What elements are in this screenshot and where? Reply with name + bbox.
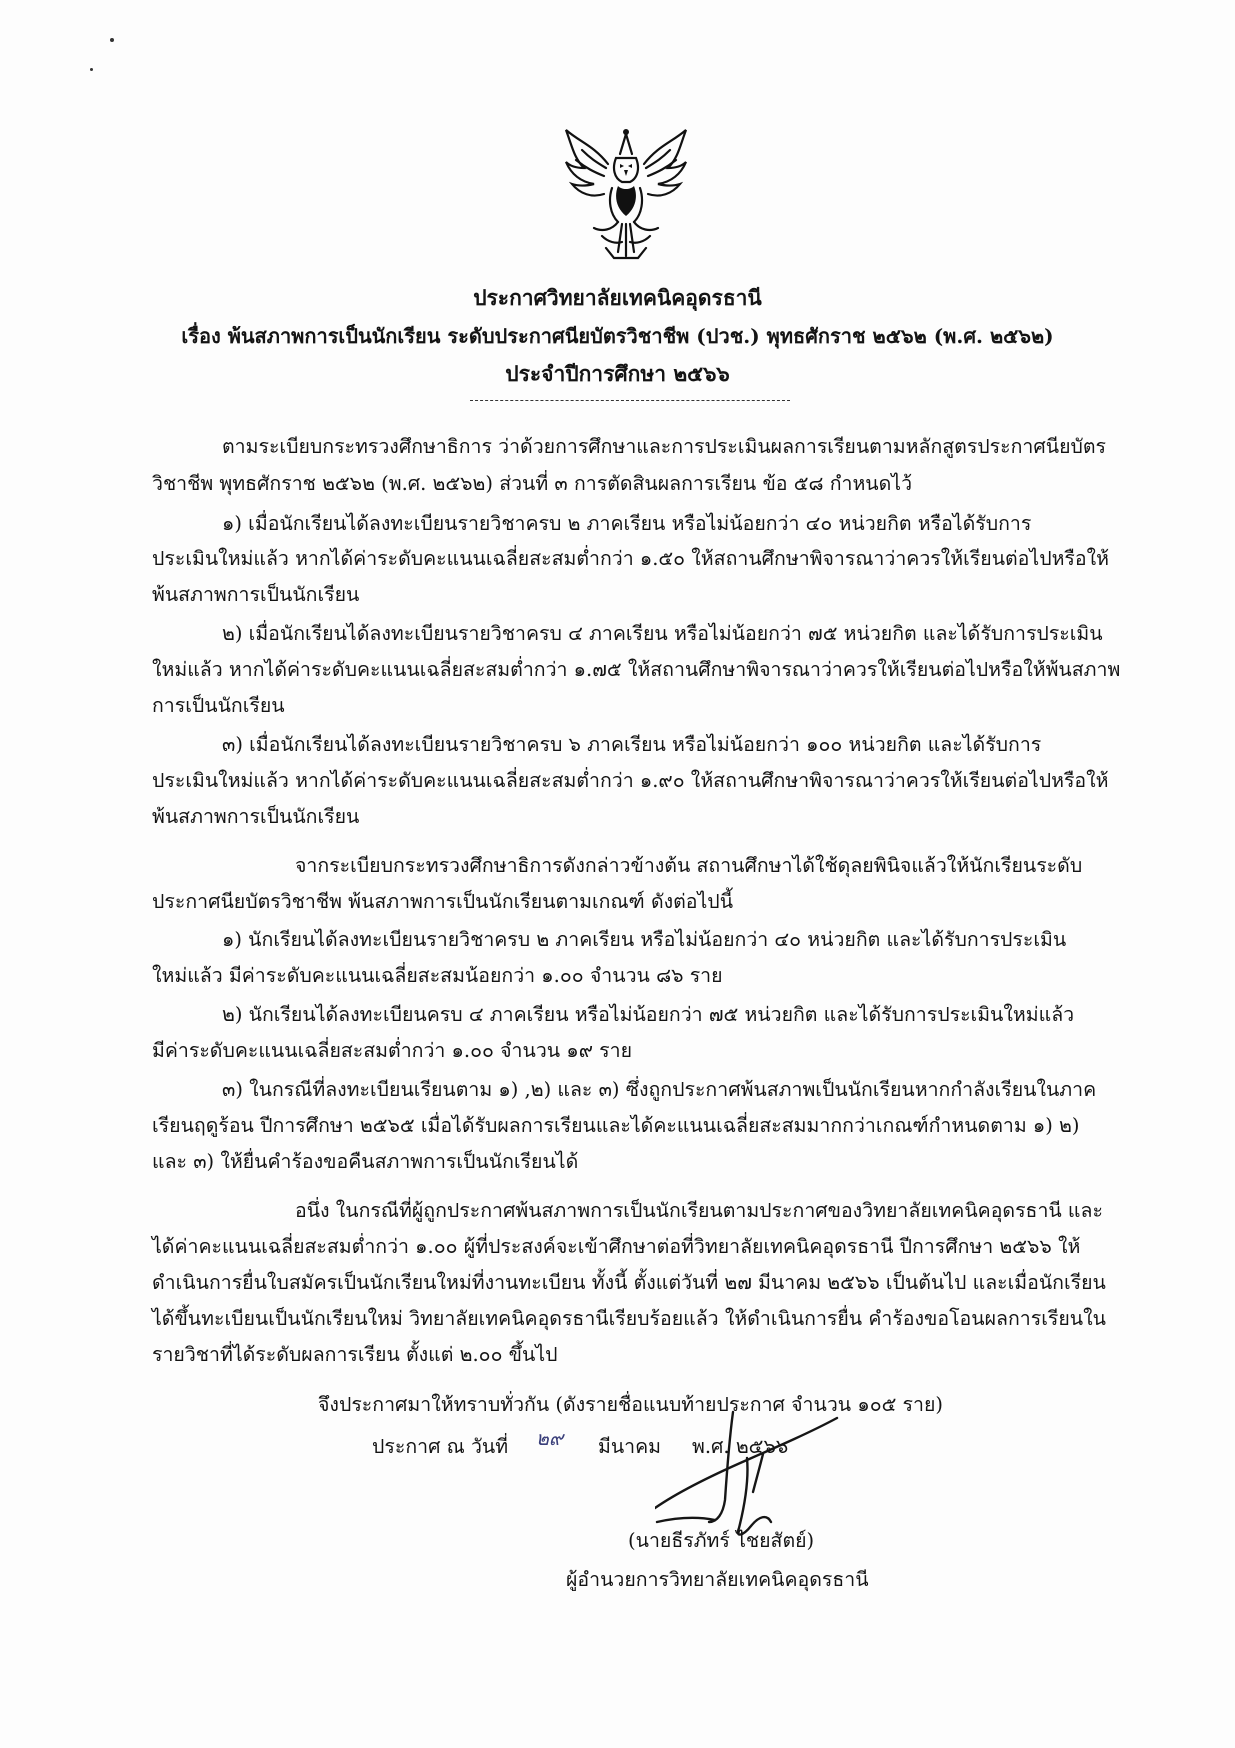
rule-1-line: ประเมินใหม่แล้ว หากได้ค่าระดับคะแนนเฉลี่ยสะสมต่ำกว่า ๑.๕๐ ให้สถานศึกษาพิจารณาว่าควรให้เรียนต่อไปหรือให้ — [152, 547, 1109, 570]
rule-1-line: ๑) เมื่อนักเรียนได้ลงทะเบียนรายวิชาครบ ๒ ภาคเรียน หรือไม่น้อยกว่า ๔๐ หน่วยกิต หรือได้รับการ — [222, 512, 1032, 535]
announce-line: จึงประกาศมาให้ทราบทั่วกัน (ดังรายชื่อแนบท้ายประกาศ จำนวน ๑๐๕ ราย) — [318, 1393, 944, 1416]
criterion-3-line: เรียนฤดูร้อน ปีการศึกษา ๒๕๖๕ เมื่อได้รับผลการเรียนและได้คะแนนเฉลี่ยสะสมมากกว่าเกณฑ์กำหนดตาม ๑) ๒) — [152, 1114, 1080, 1137]
title-divider — [470, 400, 790, 401]
body-line: ได้ขึ้นทะเบียนเป็นนักเรียนใหม่ วิทยาลัยเทคนิคอุดรธานีเรียบร้อยแล้ว ให้ดำเนินการยื่น คำร้องขอโอนผลการเรียนใน — [152, 1307, 1106, 1330]
body-line: อนึ่ง ในกรณีที่ผู้ถูกประกาศพ้นสภาพการเป็นนักเรียนตามประกาศของวิทยาลัยเทคนิคอุดรธานี และ — [295, 1199, 1103, 1222]
body-line: วิชาชีพ พุทธศักราช ๒๕๖๒ (พ.ศ. ๒๕๖๒) ส่วนที่ ๓ การตัดสินผลการเรียน ข้อ ๕๘ กำหนดไว้ — [152, 472, 913, 495]
body-line: จากระเบียบกระทรวงศึกษาธิการดังกล่าวข้างต้น สถานศึกษาได้ใช้ดุลยพินิจแล้วให้นักเรียนระดับ — [295, 854, 1083, 877]
body-line: ดำเนินการยื่นใบสมัครเป็นนักเรียนใหม่ที่งานทะเบียน ทั้งนี้ ตั้งแต่วันที่ ๒๗ มีนาคม ๒๕๖๖ เป็นต้นไป และเมื่อนักเรียน — [152, 1271, 1106, 1294]
body-line: ได้ค่าคะแนนเฉลี่ยสะสมต่ำกว่า ๑.๐๐ ผู้ที่ประสงค์จะเข้าศึกษาต่อที่วิทยาลัยเทคนิคอุดรธานี ปีการศึกษา ๒๕๖๖ ให้ — [152, 1235, 1081, 1258]
rule-1-line: พ้นสภาพการเป็นนักเรียน — [152, 583, 360, 606]
scan-speck — [110, 38, 114, 42]
rule-3-line: พ้นสภาพการเป็นนักเรียน — [152, 805, 360, 828]
signer-title: ผู้อำนวยการวิทยาลัยเทคนิคอุดรธานี — [566, 1568, 869, 1591]
date-day: ๒๙ — [536, 1427, 564, 1450]
rule-2-line: การเป็นนักเรียน — [152, 694, 285, 717]
criterion-1-line: ใหม่แล้ว มีค่าระดับคะแนนเฉลี่ยสะสมน้อยกว่า ๑.๐๐ จำนวน ๘๖ ราย — [152, 964, 723, 987]
rule-2-line: ๒) เมื่อนักเรียนได้ลงทะเบียนรายวิชาครบ ๔ ภาคเรียน หรือไม่น้อยกว่า ๗๕ หน่วยกิต และได้รับการประเมิน — [222, 622, 1103, 645]
date-prefix: ประกาศ ณ วันที่ — [372, 1435, 509, 1458]
criterion-2-line: มีค่าระดับคะแนนเฉลี่ยสะสมต่ำกว่า ๑.๐๐ จำนวน ๑๙ ราย — [152, 1039, 633, 1062]
body-line: รายวิชาที่ได้ระดับผลการเรียน ตั้งแต่ ๒.๐๐ ขึ้นไป — [152, 1343, 558, 1366]
academic-year: ประจำปีการศึกษา ๒๕๖๖ — [505, 361, 730, 386]
announcement-subject: เรื่อง พ้นสภาพการเป็นนักเรียน ระดับประกาศนียบัตรวิชาชีพ (ปวช.) พุทธศักราช ๒๕๖๒ (พ.ศ. ๒๕๖๒) — [181, 324, 1054, 348]
rule-2-line: ใหม่แล้ว หากได้ค่าระดับคะแนนเฉลี่ยสะสมต่ำกว่า ๑.๗๕ ให้สถานศึกษาพิจารณาว่าควรให้เรียนต่อไปหรือให้พ้นสภาพ — [152, 658, 1121, 681]
criterion-1-line: ๑) นักเรียนได้ลงทะเบียนรายวิชาครบ ๒ ภาคเรียน หรือไม่น้อยกว่า ๔๐ หน่วยกิต และได้รับการประเมิน — [222, 928, 1067, 951]
criterion-3-line: ๓) ในกรณีที่ลงทะเบียนเรียนตาม ๑) ,๒) และ ๓) ซึ่งถูกประกาศพ้นสภาพเป็นนักเรียนหากกำลังเรียนในภาค — [222, 1078, 1097, 1101]
body-line: ประกาศนียบัตรวิชาชีพ พ้นสภาพการเป็นนักเรียนตามเกณฑ์ ดังต่อไปนี้ — [152, 890, 734, 913]
garuda-emblem — [562, 124, 690, 262]
announcement-title: ประกาศวิทยาลัยเทคนิคอุดรธานี — [473, 285, 762, 310]
date-year: พ.ศ. ๒๕๖๖ — [692, 1435, 789, 1458]
criterion-3-line: และ ๓) ให้ยื่นคำร้องขอคืนสภาพการเป็นนักเรียนได้ — [152, 1150, 579, 1173]
body-line: ตามระเบียบกระทรวงศึกษาธิการ ว่าด้วยการศึกษาและการประเมินผลการเรียนตามหลักสูตรประกาศนียบัตร — [222, 435, 1107, 458]
scan-speck — [90, 68, 93, 71]
signer-name: (นายธีรภัทร์ ไชยสัตย์) — [628, 1529, 815, 1552]
date-month: มีนาคม — [598, 1435, 662, 1458]
rule-3-line: ประเมินใหม่แล้ว หากได้ค่าระดับคะแนนเฉลี่ยสะสมต่ำกว่า ๑.๙๐ ให้สถานศึกษาพิจารณาว่าควรให้เรียนต่อไปหรือให้ — [152, 769, 1109, 792]
criterion-2-line: ๒) นักเรียนได้ลงทะเบียนครบ ๔ ภาคเรียน หรือไม่น้อยกว่า ๗๕ หน่วยกิต และได้รับการประเมินใหม่แล้ว — [222, 1003, 1075, 1026]
rule-3-line: ๓) เมื่อนักเรียนได้ลงทะเบียนรายวิชาครบ ๖ ภาคเรียน หรือไม่น้อยกว่า ๑๐๐ หน่วยกิต และได้รับการ — [222, 733, 1042, 756]
